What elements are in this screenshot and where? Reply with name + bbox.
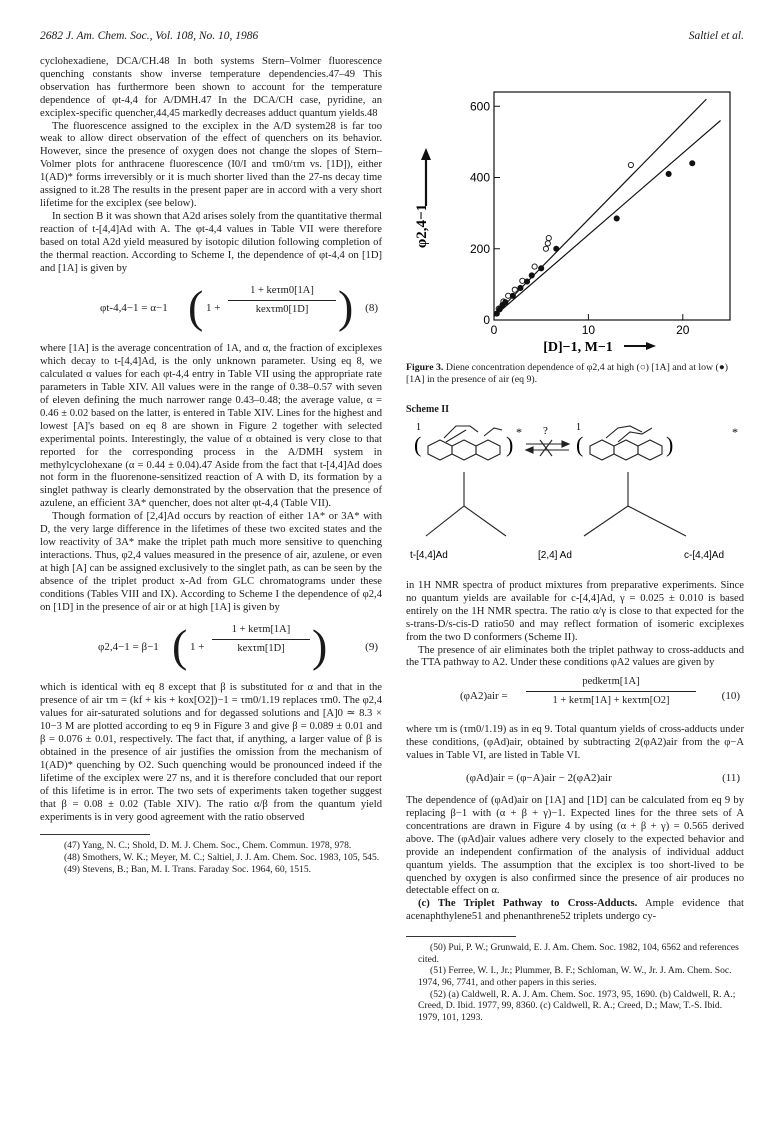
left-column xyxy=(40,56,382,875)
eq9-numerator: 1 + keτm[1A] xyxy=(212,624,310,640)
paragraph: The fluorescence assigned to the exciplex in the A/D system28 is far too weak to allow direct observation of the effect of quenchers on its behavior. However, since the presence of oxygen does not change the slopes of Stern–Volmer plots for anthracene fluorescence (I0/I and τm0/τm vs. [1D]), either 1(AD)* forms irreversibly or it is much shorter lived than the 27-ns decay time assigned to it.28 The results in the present paper are in accord with a very short lifetime for the exciplex (see below). xyxy=(40,120,382,209)
fit-line xyxy=(494,121,721,317)
equation-10 xyxy=(406,674,744,720)
x-tick-label: 0 xyxy=(490,323,498,337)
exciplex-structure-right xyxy=(590,426,662,460)
x-axis-arrowhead xyxy=(646,342,656,350)
eq9-number: (9) xyxy=(365,641,378,654)
filled-point xyxy=(690,161,695,166)
question-mark: ? xyxy=(543,425,548,437)
right-close-paren: ) xyxy=(666,432,674,457)
open-point xyxy=(543,246,548,251)
right-multiplicity: 1 xyxy=(576,422,581,433)
paragraph: cyclohexadiene, DCA/CH.48 In both systems Stern–Volmer fluorescence quenching constants show inverse temperature dependencies.47–49 This observation has furthermore been shown to account for the temperature dependence of φt-4,4 for A/DMH.47 In the DCA/CH case, pyridine, an exciplex-specific quencher,44,45 markedly decreases adduct quantum yields.48 xyxy=(40,56,382,119)
branch-lines xyxy=(426,472,686,536)
paragraph: in 1H NMR spectra of product mixtures from preparative experiments. Since no quantum yields are available for c-[4,4]Ad, γ = 0.025 ± 0.010 is based entirely on the 1H NMR spectra. The ratio α/γ is close to that expected for the s-trans-D/s-cis-D ratio50 and may reflect formation of isomeric exciplexes from the two D conformers (Scheme II). xyxy=(406,580,744,643)
open-point xyxy=(545,241,550,246)
open-point xyxy=(512,287,517,292)
filled-point xyxy=(503,300,508,305)
right-column xyxy=(406,580,744,1023)
eq10-fraction xyxy=(526,676,696,708)
journal-citation: 2682 J. Am. Chem. Soc., Vol. 108, No. 10, 1986 xyxy=(40,30,259,42)
footnote: (47) Yang, N. C.; Shold, D. M. J. Chem. Soc., Chem. Commun. 1978, 978. xyxy=(64,840,352,852)
x-tick-label: 20 xyxy=(676,323,690,337)
figure-caption xyxy=(406,362,744,386)
eq11-number: (11) xyxy=(722,772,740,785)
equation-9 xyxy=(40,618,382,678)
scheme-title: Scheme II xyxy=(406,404,450,415)
eq8-one-plus: 1 + xyxy=(206,302,221,315)
paragraph: where τm is (τm0/1.19) as in eq 9. Total quantum yields of cross-adducts under these conditions, (φAd)air, obtained by subtracting 2(φA2)air from the φ−A values in Table VI, are listed in Table VI. xyxy=(406,724,744,762)
open-point xyxy=(532,264,537,269)
right-open-paren: ( xyxy=(576,432,584,457)
section-subheading: (c) The Triplet Pathway to Cross-Adducts. xyxy=(418,898,638,910)
left-close-paren: ) xyxy=(506,432,514,457)
filled-point xyxy=(614,216,619,221)
paragraph: which is identical with eq 8 except that β is substituted for α and that in the presence of air τm = (kf + kis + kox[O2])−1 = τm0/1.19 replaces τm0. The φ2,4 values for air-saturated solutions and for degassed solutions and [A]0 ≃ 8.3 × 10−3 M are plotted according to eq 9 in Figure 3 and give β = 0.089 ± 0.01 and β = 0.076 ± 0.01, respectively. The fact that, if anything, a larger value of β is obtained in the presence of air justifies the omission from the mechanism of 1(AD)* quenching by O2. Such quenching would be pronounced indeed if the lifetime of the exciplex were 27 ns, and it is therefore concluded that our report of this lifetime is in error. The two sets of experiments taken together suggest that β = 0.08 ± 0.02 (Table XIV). The ratio α/β from the quantum yield experiments is in very good agreement with the ratio observed xyxy=(40,682,382,823)
eq10-number: (10) xyxy=(721,690,740,703)
paragraph: Though formation of [2,4]Ad occurs by reaction of either 1A* or 3A* with D, the very large difference in the lifetimes of these two excited states and the low reactivity of 3A* make the triplet path much more sensitive to quenching interactions. Thus, φ2,4 values measured in the presence of air, azulene, or even at high [A] can be assigned exclusively to the singlet path, as can be seen by the absence of the triplet product x-Ad from GLC chromatograms under these conditions (Tables VIII and IX). According to Scheme I the dependence of φ2,4 on [1D] in the presence of air or at high [1A] is given by xyxy=(40,511,382,613)
paragraph: In section B it was shown that A2d arises solely from the quantitative thermal reaction of t-[4,4]Ad with A. The φt-4,4 values in Table VII were therefore based on total A2d yield measured by isotopic dilution following completion of the thermal reaction. According to Scheme I, the dependence of φt-4,4 on [1D] and [1A] is given by xyxy=(40,210,382,274)
equilibrium-arrows xyxy=(526,440,569,456)
product-label: t-[4,4]Ad xyxy=(410,550,448,561)
equation-8 xyxy=(40,279,382,339)
left-open-paren: ( xyxy=(414,432,422,457)
footnote: (51) Ferree, W. I., Jr.; Plummer, B. F.; Schloman, W. W., Jr. J. Am. Chem. Soc. 1974, 96, 7741, and other papers in this series. xyxy=(418,965,732,988)
filled-point xyxy=(666,171,671,176)
equation-11 xyxy=(406,769,744,789)
running-header xyxy=(40,30,744,46)
product-label: [2,4] Ad xyxy=(538,550,572,561)
eq9-open-paren: ( xyxy=(172,620,188,672)
left-star: * xyxy=(516,425,522,439)
eq9-one-plus: 1 + xyxy=(190,641,205,654)
eq8-close-paren: ) xyxy=(338,281,354,333)
paragraph: The dependence of (φAd)air on [1A] and [1D] can be calculated from eq 9 by replacing β−1 with (α + β + γ)−1. Expected lines for the three sets of A concentrations are drawn in Figure 4 by using (α + β + γ) = 0.565 derived above. The (φAd)air values adhere very closely to the expected behavior and provide an independent confirmation of the analysis of individual adduct quantum yields. The assumption that the exciplex is too short-lived to be quenched by oxygen is also confirmed since the presence of air produces no detectable effect on α. xyxy=(406,795,744,897)
paragraph xyxy=(406,898,744,924)
paragraph: where [1A] is the average concentration of 1A, and α, the fraction of exciplexes which decay to t-[4,4]Ad, is the only unknown parameter. Using eq 8, we calculated α values for each φt-4,4 entry in Table VII using the appropriate rate parameters in Table XIV. All values were in the range of 0.38–0.57 with seven of eleven defining the much narrower range 0.43–0.48; the average value, α = 0.46 ± 0.02 based on the latter, is entered in Table XIV. Lines for the highest and lowest [A]'s based on eq 8 are shown in Figure 2 together with selected experimental points. Interestingly, the value of α obtained is very close to that reported for the corresponding process in the A/DMH system in methylcyclohexane (α = 0.44 ± 0.04).47 Aside from the fact that t-[4,4]Ad does not form in the fluorenone-sensitized reaction of A with D, its formation by a singlet pathway is clearly demonstrated by the observation that the presence of azulene, an efficient 3A* quencher, does not alter φt-4,4 (Table VII). xyxy=(40,343,382,510)
exciplex-structure-left xyxy=(428,426,502,460)
footnote: (48) Smothers, W. K.; Meyer, M. C.; Saltiel, J. J. Am. Chem. Soc. 1983, 105, 545. xyxy=(64,852,380,863)
left-multiplicity: 1 xyxy=(416,422,421,433)
x-tick-label: 10 xyxy=(581,323,596,337)
y-axis-arrowhead xyxy=(421,148,431,160)
footnote: (52) (a) Caldwell, R. A. J. Am. Chem. Soc. 1973, 95, 1690. (b) Caldwell, R. A.; Creed, D. Ibid. 1977, 99, 8360. (c) Caldwell, R. A.; Creed, D.; Maw, T.-S. Ibid. 1979, 101, 1293. xyxy=(418,988,736,1023)
right-star: * xyxy=(732,425,738,439)
y-tick-label: 400 xyxy=(469,170,490,185)
filled-point xyxy=(539,266,544,271)
eq8-numerator: 1 + keτm0[1A] xyxy=(228,285,336,301)
filled-point xyxy=(529,273,534,278)
paragraph: The presence of air eliminates both the triplet pathway to cross-adducts and the TTA pathway to A2. Under these conditions φA2 values are given by xyxy=(406,644,744,669)
footnote: (49) Stevens, B.; Ban, M. I. Trans. Faraday Soc. 1964, 60, 1515. xyxy=(64,863,312,875)
eq9-denominator: kexτm[1D] xyxy=(237,643,285,655)
footnote-rule xyxy=(40,834,150,835)
author-running-head: Saltiel et al. xyxy=(688,30,744,42)
eq8-denominator: kexτm0[1D] xyxy=(255,304,309,316)
x-axis-label: [D]−1, M−1 xyxy=(543,340,613,355)
product-label: c-[4,4]Ad xyxy=(684,550,725,561)
filled-point xyxy=(510,293,515,298)
y-tick-label: 0 xyxy=(483,313,490,327)
scheme-diagram xyxy=(406,408,744,576)
open-point xyxy=(628,162,633,167)
eq8-open-paren: ( xyxy=(188,281,204,333)
filled-point xyxy=(554,246,559,251)
filled-point xyxy=(518,285,523,290)
scheme-2 xyxy=(406,404,744,576)
figure-3 xyxy=(406,56,744,356)
data-points xyxy=(494,161,695,317)
scatter-plot xyxy=(406,56,744,356)
eq9-close-paren: ) xyxy=(312,620,328,672)
footnote-rule xyxy=(406,936,516,937)
footnote: (50) Pui, P. W.; Grunwald, E. J. Am. Chem. Soc. 1982, 104, 6562 and references cited. xyxy=(418,942,739,965)
open-point xyxy=(546,235,551,240)
eq9-lhs: φ2,4−1 = β−1 xyxy=(98,641,159,654)
figure-caption-text: Diene concentration dependence of φ2,4 at high (○) [1A] and at low (●) [1A] in the presence of air (eq 9). xyxy=(406,362,728,385)
eq10-numerator: pedkeτm[1A] xyxy=(526,676,696,692)
eq9-fraction xyxy=(212,624,310,656)
y-tick-label: 600 xyxy=(469,99,490,114)
eq10-lhs: (φA2)air = xyxy=(460,690,508,703)
filled-point xyxy=(524,279,529,284)
y-tick-label: 200 xyxy=(469,241,490,256)
figure-caption-label: Figure 3. xyxy=(406,362,444,373)
eq11-body: (φAd)air = (φ−A)air − 2(φA2)air xyxy=(466,772,612,785)
y-axis-label: φ2,4−1 xyxy=(414,203,430,249)
eq8-number: (8) xyxy=(365,302,378,315)
eq8-fraction xyxy=(228,285,336,317)
eq8-lhs: φt-4,4−1 = α−1 xyxy=(100,302,168,315)
paragraph-text: Ample evidence that acenaphthylene51 and phenanthrene52 triplets undergo cy- xyxy=(406,898,744,923)
eq10-denominator: 1 + keτm[1A] + kexτm[O2] xyxy=(552,695,670,707)
